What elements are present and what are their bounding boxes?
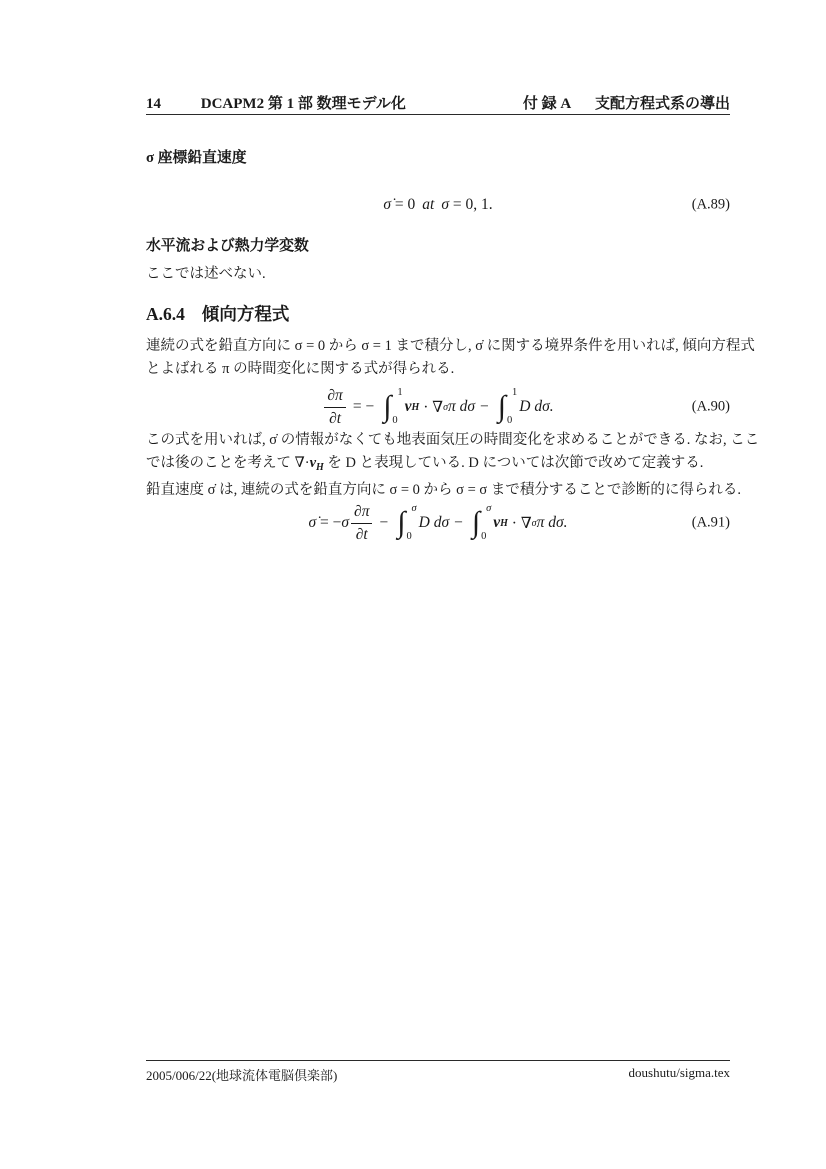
- fraction-denominator: ∂t: [329, 409, 342, 427]
- integral-0-sigma-first: [397, 504, 416, 542]
- integral-0-sigma-second: [472, 504, 491, 542]
- paragraph-1: [146, 335, 755, 381]
- cdot-nabla: · ∇: [419, 398, 444, 416]
- equation-a90-body: [322, 387, 553, 428]
- fraction-numerator: ∂π: [324, 387, 345, 408]
- condition-sigma: σ: [441, 196, 449, 213]
- equation-a89-number: (A.89): [691, 196, 730, 213]
- fraction-dpi-dt: [351, 503, 372, 544]
- divergence-dsigma: D dσ: [418, 514, 450, 531]
- integral-sign: ∫: [397, 506, 406, 539]
- fraction-numerator: ∂π: [351, 503, 372, 524]
- fraction-dpi-dt: [324, 387, 345, 428]
- minus-sign-second: −: [454, 514, 463, 531]
- upper-limit: σ: [486, 503, 492, 514]
- lower-limit: 0: [481, 530, 487, 542]
- sigma-dot: σ̇: [308, 514, 317, 531]
- integral-limits: [392, 388, 402, 426]
- subsection-title: 傾向方程式: [201, 304, 290, 324]
- integral-0-1-second: [498, 388, 517, 426]
- integral-0-1-first: [383, 388, 402, 426]
- paragraph-2: [146, 429, 760, 502]
- upper-limit: 1: [512, 387, 518, 398]
- subsection-number: A.6.4: [146, 304, 185, 324]
- paragraph-1-line-2: とよばれる π の時間変化に関する式が得られる.: [146, 361, 455, 377]
- footer-rule: [146, 1060, 730, 1061]
- equation-a91: [146, 500, 730, 546]
- equals-minus: = −: [352, 398, 375, 415]
- footer-source-file: doushutu/sigma.tex: [628, 1065, 730, 1080]
- equation-a91-body: [308, 503, 567, 544]
- at-word: at: [422, 196, 435, 213]
- equals-minus: = −: [316, 514, 342, 531]
- integral-limits: [507, 388, 517, 426]
- velocity-subscript: H: [500, 517, 508, 529]
- header-right: [523, 92, 730, 113]
- paragraph-2-line-2-end: を D と表現している. D については次節で改めて定義する.: [323, 455, 704, 471]
- paragraph-2-line-3: 鉛直速度 σ̇ は, 連続の式を鉛直方向に σ = 0 から σ = σ まで積分することで診断的に得られる.: [146, 482, 741, 498]
- velocity-subscript-inline: H: [316, 462, 324, 473]
- paragraph-heading-horizontal-flow: 水平流および熱力学変数: [146, 238, 309, 254]
- pi-dsigma: π dσ.: [536, 514, 568, 531]
- cdot-nabla: · ∇: [507, 514, 532, 532]
- appendix-title: 支配方程式系の導出: [594, 96, 730, 112]
- running-title: DCAPM2 第 1 部 数理モデル化: [200, 96, 406, 112]
- header-left: [146, 92, 406, 113]
- nabla-subscript: σ: [531, 517, 537, 529]
- equation-a89-body: [383, 196, 492, 214]
- paragraph-heading-sigma-velocity: σ 座標鉛直速度: [146, 150, 247, 166]
- upper-limit: 1: [397, 387, 403, 398]
- equation-a90: [146, 384, 730, 430]
- velocity-vector: v: [404, 398, 412, 415]
- lower-limit: 0: [392, 414, 398, 426]
- integral-limits: [481, 504, 491, 542]
- equation-a89: [146, 193, 730, 217]
- appendix-label: 付 録 A: [522, 96, 572, 112]
- sigma-dot: σ̇: [383, 196, 392, 213]
- relation: = 0: [391, 196, 416, 213]
- paragraph-1-line-1: 連続の式を鉛直方向に σ = 0 から σ = 1 まで積分し, σ̇ に関する境界条件を用いれば, 傾向方程式: [146, 338, 755, 354]
- lower-limit: 0: [507, 414, 513, 426]
- integral-sign: ∫: [383, 390, 392, 423]
- page-number: 14: [146, 96, 161, 112]
- sigma-coefficient: σ: [341, 514, 350, 531]
- paragraph-2-line-1: この式を用いれば, σ̇ の情報がなくても地表面気圧の時間変化を求めることができる. なお, ここ: [146, 432, 760, 448]
- condition-rest: = 0, 1.: [449, 196, 493, 213]
- velocity-vector-inline: v: [309, 455, 317, 471]
- header-rule: [146, 114, 730, 115]
- integral-sign: ∫: [497, 390, 507, 423]
- velocity-subscript: H: [411, 401, 420, 413]
- paragraph-2-line-2: [146, 452, 746, 479]
- paragraph-2-line-2-start: では後のことを考えて ∇·: [146, 455, 310, 471]
- nabla-subscript: σ: [443, 401, 448, 413]
- not-described-text: ここでは述べない.: [146, 266, 266, 282]
- integral-sign: ∫: [471, 506, 481, 539]
- upper-limit: σ: [411, 503, 417, 514]
- divergence-dsigma: D dσ.: [519, 398, 554, 415]
- fraction-denominator: ∂t: [355, 525, 368, 543]
- equation-a90-number: (A.90): [691, 398, 730, 415]
- footer-date-organization: 2005/006/22(地球流体電脳倶楽部): [146, 1068, 338, 1083]
- lower-limit: 0: [406, 530, 412, 542]
- integral-limits: [406, 504, 416, 542]
- velocity-vector: v: [493, 514, 501, 531]
- equation-a91-number: (A.91): [691, 514, 730, 531]
- minus-sign-first: −: [379, 514, 389, 531]
- subsection-heading: [146, 301, 289, 326]
- pi-dsigma: π dσ: [448, 398, 476, 415]
- minus-sign: −: [480, 398, 489, 415]
